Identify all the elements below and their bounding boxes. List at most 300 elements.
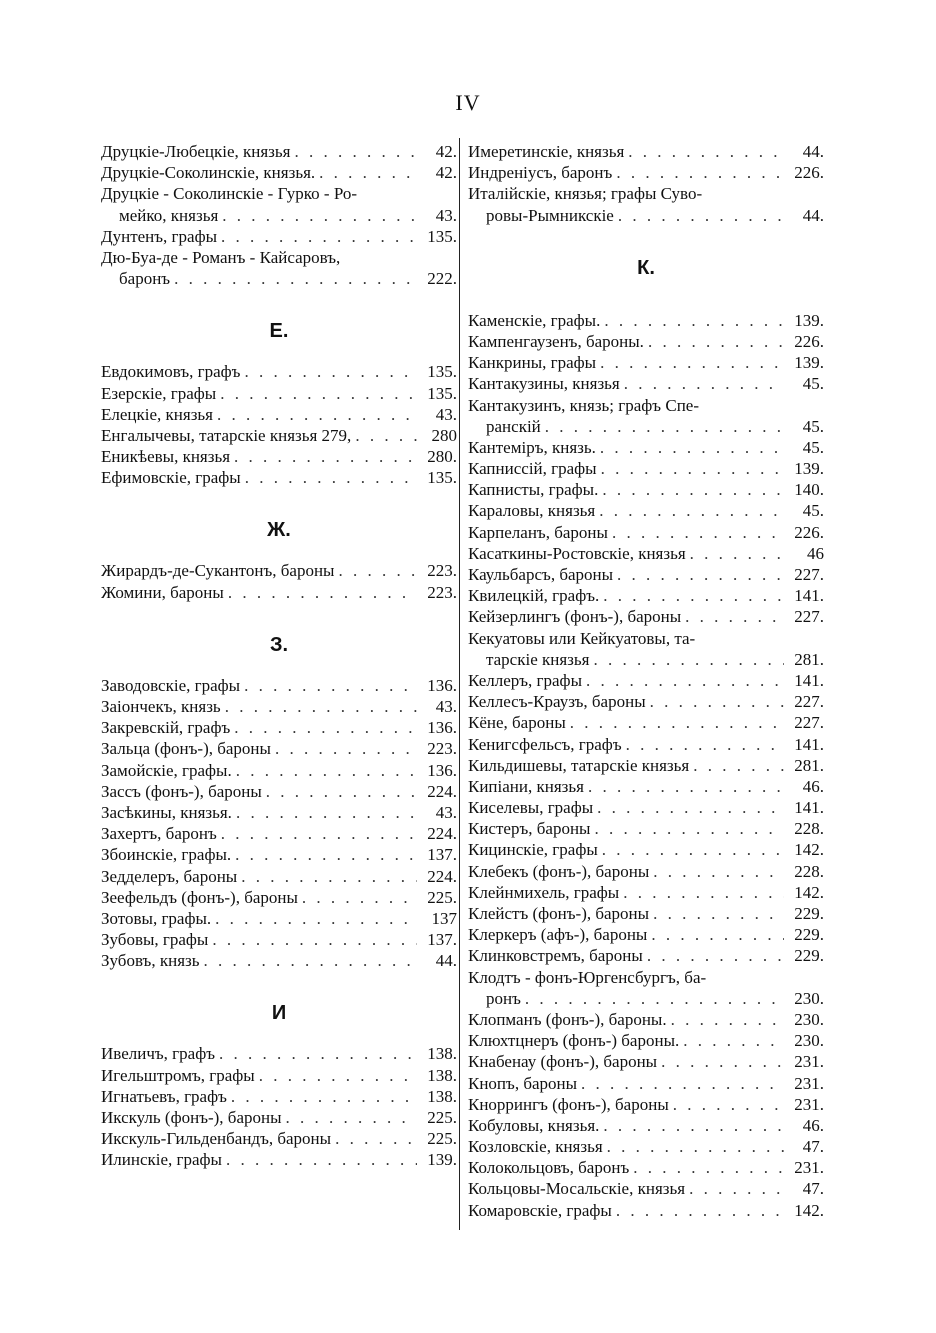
entry-name: Зеефельдъ (фонъ-), бароны [101,887,298,907]
index-entry [468,437,824,458]
index-entry [101,1043,457,1064]
entry-name: Имеретинскіе, князья [468,142,625,161]
entry-page: 229. [794,904,824,923]
index-entry [101,1086,457,1107]
dot-leader [614,205,784,226]
index-entry [468,945,824,966]
dot-leader [216,383,417,404]
entry-page: 230. [794,988,824,1008]
entry-name: Заводовскіе, графы [101,675,241,695]
dot-leader [624,141,784,162]
entry-name: Канкрины, графы [468,353,597,373]
entry-page: 223. [427,582,457,602]
entry-name: Клеркеръ (афъ-), бароны [468,925,648,945]
dot-leader [215,1043,417,1064]
entry-name: Друцкіе - Соколинскіе - Гурко - Ро- [101,184,358,204]
dot-leader [599,585,784,606]
entry-name: Карпеланъ, бароны [468,522,608,542]
dot-leader [600,310,784,331]
dot-leader [622,734,784,755]
entry-name: Жомини, бароны [101,582,224,602]
entry-name: Клюхтцнеръ (фонъ-) бароны. [468,1031,680,1051]
i-entries [101,1043,457,1170]
index-entry [468,310,824,331]
entry-name: Кекуатовы или Кейкуатовы, та- [468,628,696,648]
entry-page: 231. [794,1094,824,1114]
entry-page: 231. [794,1052,824,1072]
dot-leader [620,373,784,394]
entry-name: Кантеміръ, князь. [468,437,596,457]
dot-leader [657,1051,784,1072]
dot-leader [232,802,417,823]
entry-page: 135. [427,226,457,246]
index-entry [101,268,457,289]
index-entry [468,416,824,437]
index-entry [468,352,824,373]
dot-leader [315,162,417,183]
section-heading-k: К. [637,256,655,279]
index-entry [101,162,457,183]
dot-leader [290,141,417,162]
entry-name: Икскуль-Гильденбандъ, бароны [101,1129,332,1149]
dot-leader [590,818,784,839]
index-entry [468,1009,824,1030]
index-entry [101,467,457,488]
entry-name: Колокольцовъ, баронъ [468,1158,630,1178]
entry-page: 137. [427,930,457,950]
entry-name: Клинковстремъ, бароны [468,946,643,966]
dot-leader [230,717,417,738]
entry-name: Збоинскіе, графы. [101,845,232,865]
entry-page: 224. [427,824,457,844]
index-entry [468,712,824,733]
entry-page: 141. [794,734,824,754]
entry-page: 43. [435,205,457,225]
index-entry [468,564,824,585]
entry-name: ронъ [486,988,521,1008]
entry-name: Кантакузины, князья [468,374,620,394]
dot-leader [646,691,784,712]
dot-leader [227,1086,417,1107]
index-entry [101,866,457,887]
dot-leader [222,1149,417,1170]
page-number: IV [455,90,481,115]
column-divider [459,138,460,1230]
entry-name: Икскуль (фонъ-), бароны [101,1108,282,1127]
entry-name: мейко, князья [119,205,219,225]
dot-leader [595,500,784,521]
entry-name: Зедделеръ, бароны [101,866,238,886]
index-entry [101,247,457,268]
entry-page: 42. [435,142,457,161]
right-column [468,141,824,1221]
entry-page: 142. [794,840,824,860]
entry-page: 46 [807,543,824,563]
dot-leader [221,696,417,717]
dot-leader [598,839,784,860]
z-entries [101,675,457,972]
index-entry [101,560,457,581]
dot-leader [649,861,784,882]
entry-name: ранскій [486,416,541,436]
dot-leader [599,1115,784,1136]
entry-name: Дунтенъ, графы [101,226,218,246]
entry-page: 231. [794,1073,824,1093]
dot-leader [211,908,417,929]
entry-page: 140. [794,480,824,500]
index-entry [468,797,824,818]
entry-page: 44. [802,205,824,225]
entry-page: 137. [427,845,457,865]
index-entry [468,1030,824,1051]
index-entry [101,226,457,247]
entry-name: Ивеличъ, графъ [101,1044,215,1064]
entry-page: 136. [427,675,457,695]
entry-name: Кистеръ, бароны [468,819,591,839]
entry-page: 223. [427,739,457,759]
entry-page: 281. [794,755,824,775]
entry-page: 227. [794,692,824,712]
index-entry [468,861,824,882]
index-entry [468,903,824,924]
dot-leader [596,437,784,458]
index-entry [101,1128,457,1149]
k-entries [468,310,824,1221]
index-entry [101,844,457,865]
entry-name: Друцкіе-Любецкіе, князья [101,142,291,161]
index-entry [468,543,824,564]
entry-name: Игнатьевъ, графъ [101,1086,227,1106]
section-heading-z: З. [269,633,289,656]
entry-name: Киселевы, графы [468,798,594,818]
index-entry [468,691,824,712]
dot-leader [608,522,784,543]
entry-page: 227. [794,713,824,733]
index-entry [101,361,457,382]
entry-page: 280 [431,425,457,445]
section-heading-e: Е. [269,320,289,343]
entry-name: Кёне, бароны [468,713,566,733]
entry-page: 142. [794,1200,824,1220]
index-entry [468,839,824,860]
dot-leader [593,797,784,818]
entry-page: 43. [435,697,457,716]
entry-page: 226. [794,163,824,183]
entry-name: Капниссій, графы [468,459,597,479]
entry-name: Кноррингъ (фонъ-), бароны [468,1094,669,1114]
entry-page: 227. [794,607,824,627]
index-entry [101,887,457,908]
index-entry [468,818,824,839]
index-entry [468,670,824,691]
i-entries-continued [468,141,824,226]
entry-name: Келлеръ, графы [468,670,582,690]
entry-page: 46. [802,1115,824,1135]
entry-page: 45. [802,437,824,457]
index-entry [101,675,457,696]
dot-leader [589,649,784,670]
dot-leader [217,823,417,844]
dot-leader [667,1009,784,1030]
entry-page: 138. [427,1065,457,1085]
entry-name: Каменскіе, графы. [468,310,601,330]
entry-page: 44. [802,142,824,161]
entry-page: 230. [794,1009,824,1029]
index-entry [101,738,457,759]
entry-page: 136. [427,760,457,780]
dot-leader [237,866,417,887]
entry-page: 228. [794,861,824,881]
dot-leader [282,1107,417,1128]
entry-name: тарскіе князья [486,649,590,669]
entry-page: 281. [794,649,824,669]
entry-name: Друцкіе-Соколинскіе, князья. [101,163,316,183]
entry-name: Комаровскіе, графы [468,1200,612,1220]
entry-page: 141. [794,670,824,690]
dot-leader [629,1157,784,1178]
entry-page: 139. [794,353,824,373]
index-entry [468,1073,824,1094]
entry-name: ровы-Рымникскіе [486,205,614,225]
index-entry [468,606,824,627]
index-entry [468,755,824,776]
index-entry [101,929,457,950]
index-entry [101,141,457,162]
index-entry [468,776,824,797]
index-entry [101,696,457,717]
entry-page: 139. [427,1150,457,1170]
entry-page: 42. [435,163,457,183]
entry-page: 141. [794,798,824,818]
entry-name: Кантакузинъ, князь; графъ Спе- [468,395,699,415]
entry-name: Кобуловы, князья. [468,1115,600,1135]
entry-name: Клебекъ (фонъ-), бароны [468,861,650,881]
entry-name: Клопманъ (фонъ-), бароны. [468,1009,667,1029]
zh-entries [101,560,457,602]
dot-leader [669,1094,784,1115]
index-entry [468,1200,824,1221]
entry-page: 280. [427,447,457,467]
dot-leader [232,760,417,781]
dot-leader [334,560,417,581]
dot-leader [541,416,784,437]
index-entry [468,500,824,521]
entry-page: 47. [802,1137,824,1157]
dot-leader [619,882,784,903]
dot-leader [612,1200,784,1221]
dot-leader [240,361,417,382]
index-entry [101,760,457,781]
index-entry [468,331,824,352]
entry-name: Келлесъ-Краузъ, бароны [468,692,646,712]
entry-name: Индреніусъ, баронъ [468,163,613,183]
index-entry [468,141,824,162]
entry-page: 222. [427,269,457,289]
entry-page: 138. [427,1044,457,1064]
entry-name: Кенигсфельсъ, графъ [468,734,622,754]
dot-leader [577,1073,784,1094]
entry-page: 231. [794,1158,824,1178]
entry-page: 135. [427,468,457,488]
entry-name: Кампенгаузенъ, бароны. [468,331,644,351]
index-entry [101,582,457,603]
dot-leader [262,781,417,802]
index-entry [101,823,457,844]
dot-leader [689,755,784,776]
index-entry [101,1107,457,1128]
dot-leader [170,268,417,289]
entry-name: Квилецкій, графъ. [468,586,600,606]
index-entry [101,446,457,467]
entry-page: 142. [794,882,824,902]
index-entry [101,404,457,425]
entry-name: Захертъ, баронъ [101,824,217,844]
entry-page: 141. [794,586,824,606]
entry-page: 139. [794,459,824,479]
index-entry [101,717,457,738]
entry-page: 225. [427,1129,457,1149]
index-entry [468,373,824,394]
entry-name: Илинскіе, графы [101,1150,222,1170]
entry-page: 139. [794,310,824,330]
section-heading-zh: Ж. [267,519,291,542]
index-entry [101,781,457,802]
entry-page: 137 [431,908,457,928]
dot-leader [255,1065,417,1086]
entry-page: 229. [794,946,824,966]
index-entry [468,1178,824,1199]
dot-leader [649,903,784,924]
index-entry [468,1094,824,1115]
dot-leader [241,467,417,488]
entry-page: 45. [802,374,824,394]
entry-page: 225. [427,1108,457,1127]
entry-name: Каульбарсъ, бароны [468,565,614,584]
entry-name: Езерскіе, графы [101,383,217,403]
entry-name: Засѣкины, князья. [101,802,232,822]
entry-name: Козловскіе, князья [468,1137,603,1157]
entry-page: 46. [802,776,824,796]
entry-page: 224. [427,866,457,886]
entry-name: Италійскіе, князья; графы Суво- [468,184,703,204]
index-entry [101,383,457,404]
index-entry [101,1065,457,1086]
index-entry [468,924,824,945]
dot-leader [603,1136,784,1157]
index-entry [468,1157,824,1178]
entry-name: Зубовы, графы [101,930,209,950]
entry-page: 43. [435,802,457,822]
index-entry [101,950,457,971]
dot-leader [596,352,784,373]
dot-leader [612,162,784,183]
index-entry [468,585,824,606]
entry-page: 135. [427,383,457,403]
index-entry [468,649,824,670]
dot-leader [644,331,784,352]
entry-name: Елецкіе, князья [101,404,214,424]
left-column [101,141,457,1171]
entry-name: Кипіани, князья [468,776,584,796]
entry-name: Кейзерлингъ (фонъ-), бароны [468,607,682,627]
dot-leader [231,844,417,865]
dot-leader [643,945,784,966]
entry-name: Кицинскіе, графы [468,840,598,860]
index-entry [468,395,824,416]
entry-name: баронъ [119,269,171,289]
entry-name: Кнопъ, бароны [468,1073,578,1093]
entry-name: Караловы, князья [468,501,596,521]
dot-leader [218,205,417,226]
entry-page: 138. [427,1086,457,1106]
dot-leader [240,675,417,696]
index-entry [101,183,457,204]
dot-leader [681,606,784,627]
index-entry [468,162,824,183]
index-entry [101,802,457,823]
entry-page: 45. [802,501,824,521]
entry-name: Еникѣевы, князья [101,447,231,467]
dot-leader [199,950,417,971]
index-entry [468,967,824,988]
entry-page: 135. [427,362,457,382]
index-entry [468,522,824,543]
entry-page: 226. [794,331,824,351]
index-entry [468,1051,824,1072]
entry-page: 223. [427,561,457,581]
dot-leader [224,582,417,603]
entry-page: 230. [794,1031,824,1051]
entry-page: 225. [427,887,457,907]
index-entry [101,205,457,226]
entry-page: 43. [435,404,457,424]
entry-name: Капнисты, графы. [468,480,599,500]
dot-leader [213,404,417,425]
entry-page: 228. [794,819,824,839]
index-entry [468,479,824,500]
entry-page: 44. [435,951,457,971]
entry-name: Зассъ (фонъ-), бароны [101,781,262,801]
index-entry [468,1115,824,1136]
index-entry [468,734,824,755]
dot-leader [217,226,417,247]
entry-name: Кнабенау (фонъ-), бароны [468,1052,658,1072]
dot-leader [598,479,784,500]
entry-name: Дю-Буа-де - Романъ - Кайсаровъ, [101,247,341,267]
dot-leader [584,776,784,797]
entry-name: Кильдишевы, татарскіе князья [468,755,690,775]
dot-leader [208,929,417,950]
dot-leader [521,988,784,1009]
dot-leader [331,1128,417,1149]
entry-page: 229. [794,925,824,945]
entry-page: 227. [794,565,824,584]
entry-page: 45. [802,416,824,436]
entry-name: Касаткины-Ростовскіе, князья [468,543,686,563]
entry-name: Ефимовскіе, графы [101,468,241,488]
entry-name: Кольцовы-Мосальскіе, князья [468,1179,686,1199]
index-entry [468,458,824,479]
entry-name: Клейнмихель, графы [468,882,620,902]
entry-name: Евдокимовъ, графъ [101,362,241,382]
index-entry [101,908,457,929]
entry-page: 226. [794,522,824,542]
dot-leader [647,924,784,945]
entry-name: Клодтъ - фонъ-Юргенсбургъ, ба- [468,967,707,987]
entry-name: Зубовъ, князь [101,951,200,971]
entry-page: 224. [427,781,457,801]
d-entries [101,141,457,289]
